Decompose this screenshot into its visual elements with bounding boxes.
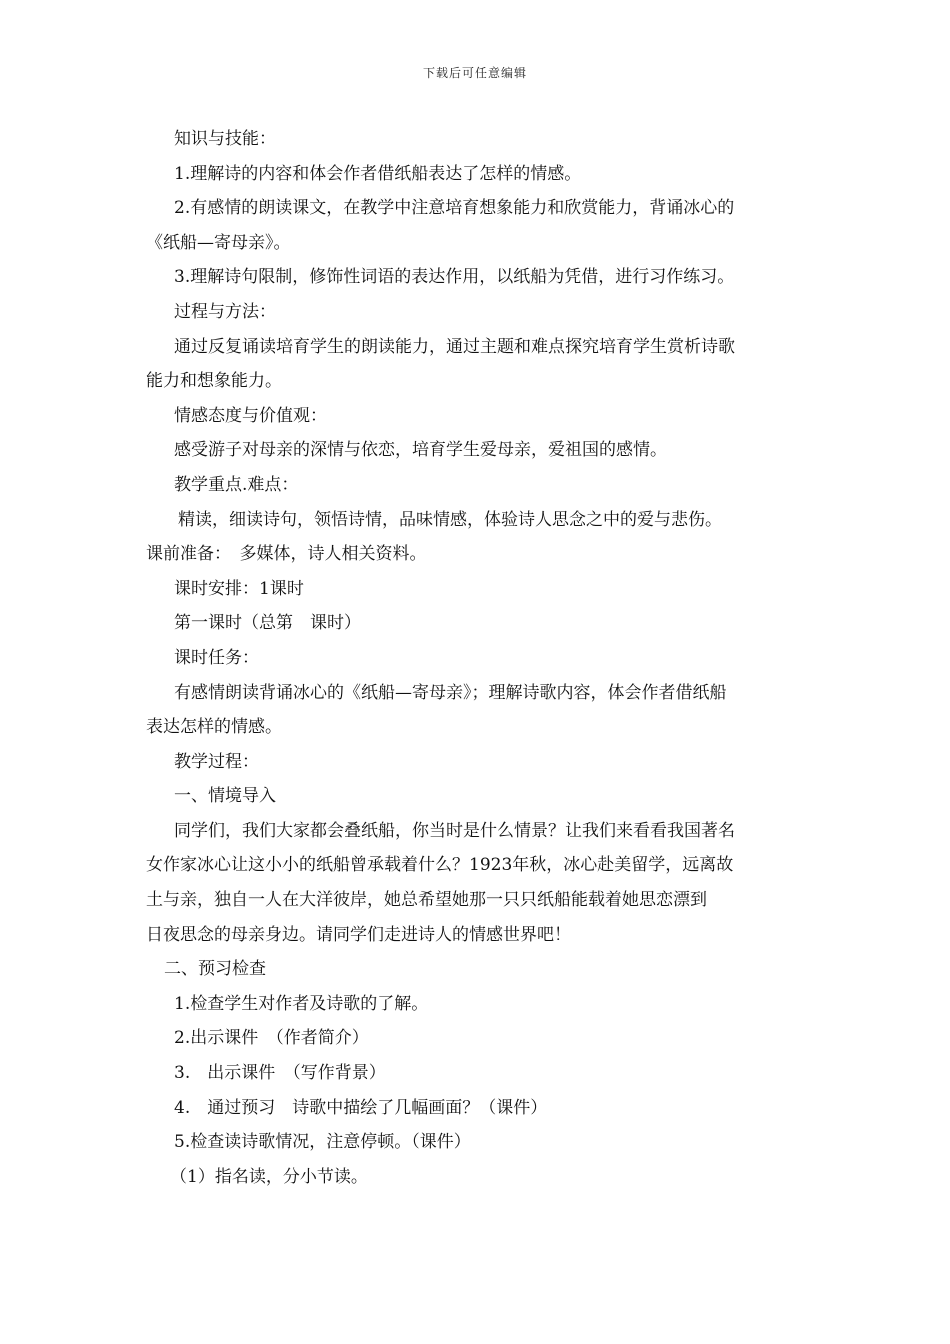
paragraph-line: 日夜思念的母亲身边。请同学们走进诗人的情感世界吧！ [146,924,571,945]
paragraph-line: 精读，细读诗句，领悟诗情，品味情感，体验诗人思念之中的爱与悲伤。 [178,509,722,530]
paragraph-line: 通过反复诵读培育学生的朗读能力，通过主题和难点探究培育学生赏析诗歌 [174,336,735,357]
paragraph-line: 土与亲，独自一人在大洋彼岸，她总希望她那一只只纸船能载着她思恋漂到 [146,890,707,911]
page-header: 下载后可任意编辑 [422,66,527,80]
paragraph-line: 能力和想象能力。 [146,371,282,392]
paragraph-line: 女作家冰心让这小小的纸船曾承载着什么？1923年秋，冰心赴美留学，远离故 [146,855,734,876]
list-item: （1）指名读，分小节读。 [170,1166,368,1187]
paragraph-line: 感受游子对母亲的深情与依恋，培育学生爱母亲，爱祖国的感情。 [174,440,667,461]
list-item: 1.检查学生对作者及诗歌的了解。 [174,993,429,1014]
section-heading-tasks: 课时任务： [174,647,259,668]
paragraph-line: 表达怎样的情感。 [146,717,282,738]
paragraph-line: 课前准备： 多媒体，诗人相关资料。 [146,544,427,565]
section-heading-key-points: 教学重点.难点： [174,474,299,495]
section-heading-knowledge: 知识与技能： [174,129,276,149]
list-item: 5.检查读诗歌情况，注意停顿。（课件） [174,1132,471,1153]
paragraph-line: 2.有感情的朗读课文，在教学中注意培育想象能力和欣赏能力，背诵冰心的 [174,198,735,219]
subsection-heading: 一、情境导入 [174,786,276,807]
section-heading-teaching-process: 教学过程： [174,751,259,772]
subsection-heading: 二、预习检查 [164,959,266,980]
section-heading-process: 过程与方法： [174,301,276,322]
list-item: 2.出示课件 （作者简介） [174,1028,369,1049]
paragraph-line: 1.理解诗的内容和体会作者借纸船表达了怎样的情感。 [174,163,582,184]
paragraph-line: 3.理解诗句限制，修饰性词语的表达作用，以纸船为凭借，进行习作练习。 [174,267,735,288]
list-item: 3. 出示课件 （写作背景） [174,1063,386,1084]
section-heading-values: 情感态度与价值观： [174,405,327,426]
paragraph-line: 同学们，我们大家都会叠纸船，你当时是什么情景？让我们来看看我国著名 [174,820,735,841]
paragraph-line: 《纸船—寄母亲》。 [146,232,291,253]
list-item: 4. 通过预习 诗歌中描绘了几幅画面？（课件） [174,1097,548,1118]
paragraph-line: 有感情朗读背诵冰心的《纸船—寄母亲》；理解诗歌内容，体会作者借纸船 [174,682,727,703]
document-body [146,122,814,1194]
paragraph-line: 课时安排：1课时 [174,578,304,599]
paragraph-line: 第一课时（总第 课时） [174,613,361,634]
